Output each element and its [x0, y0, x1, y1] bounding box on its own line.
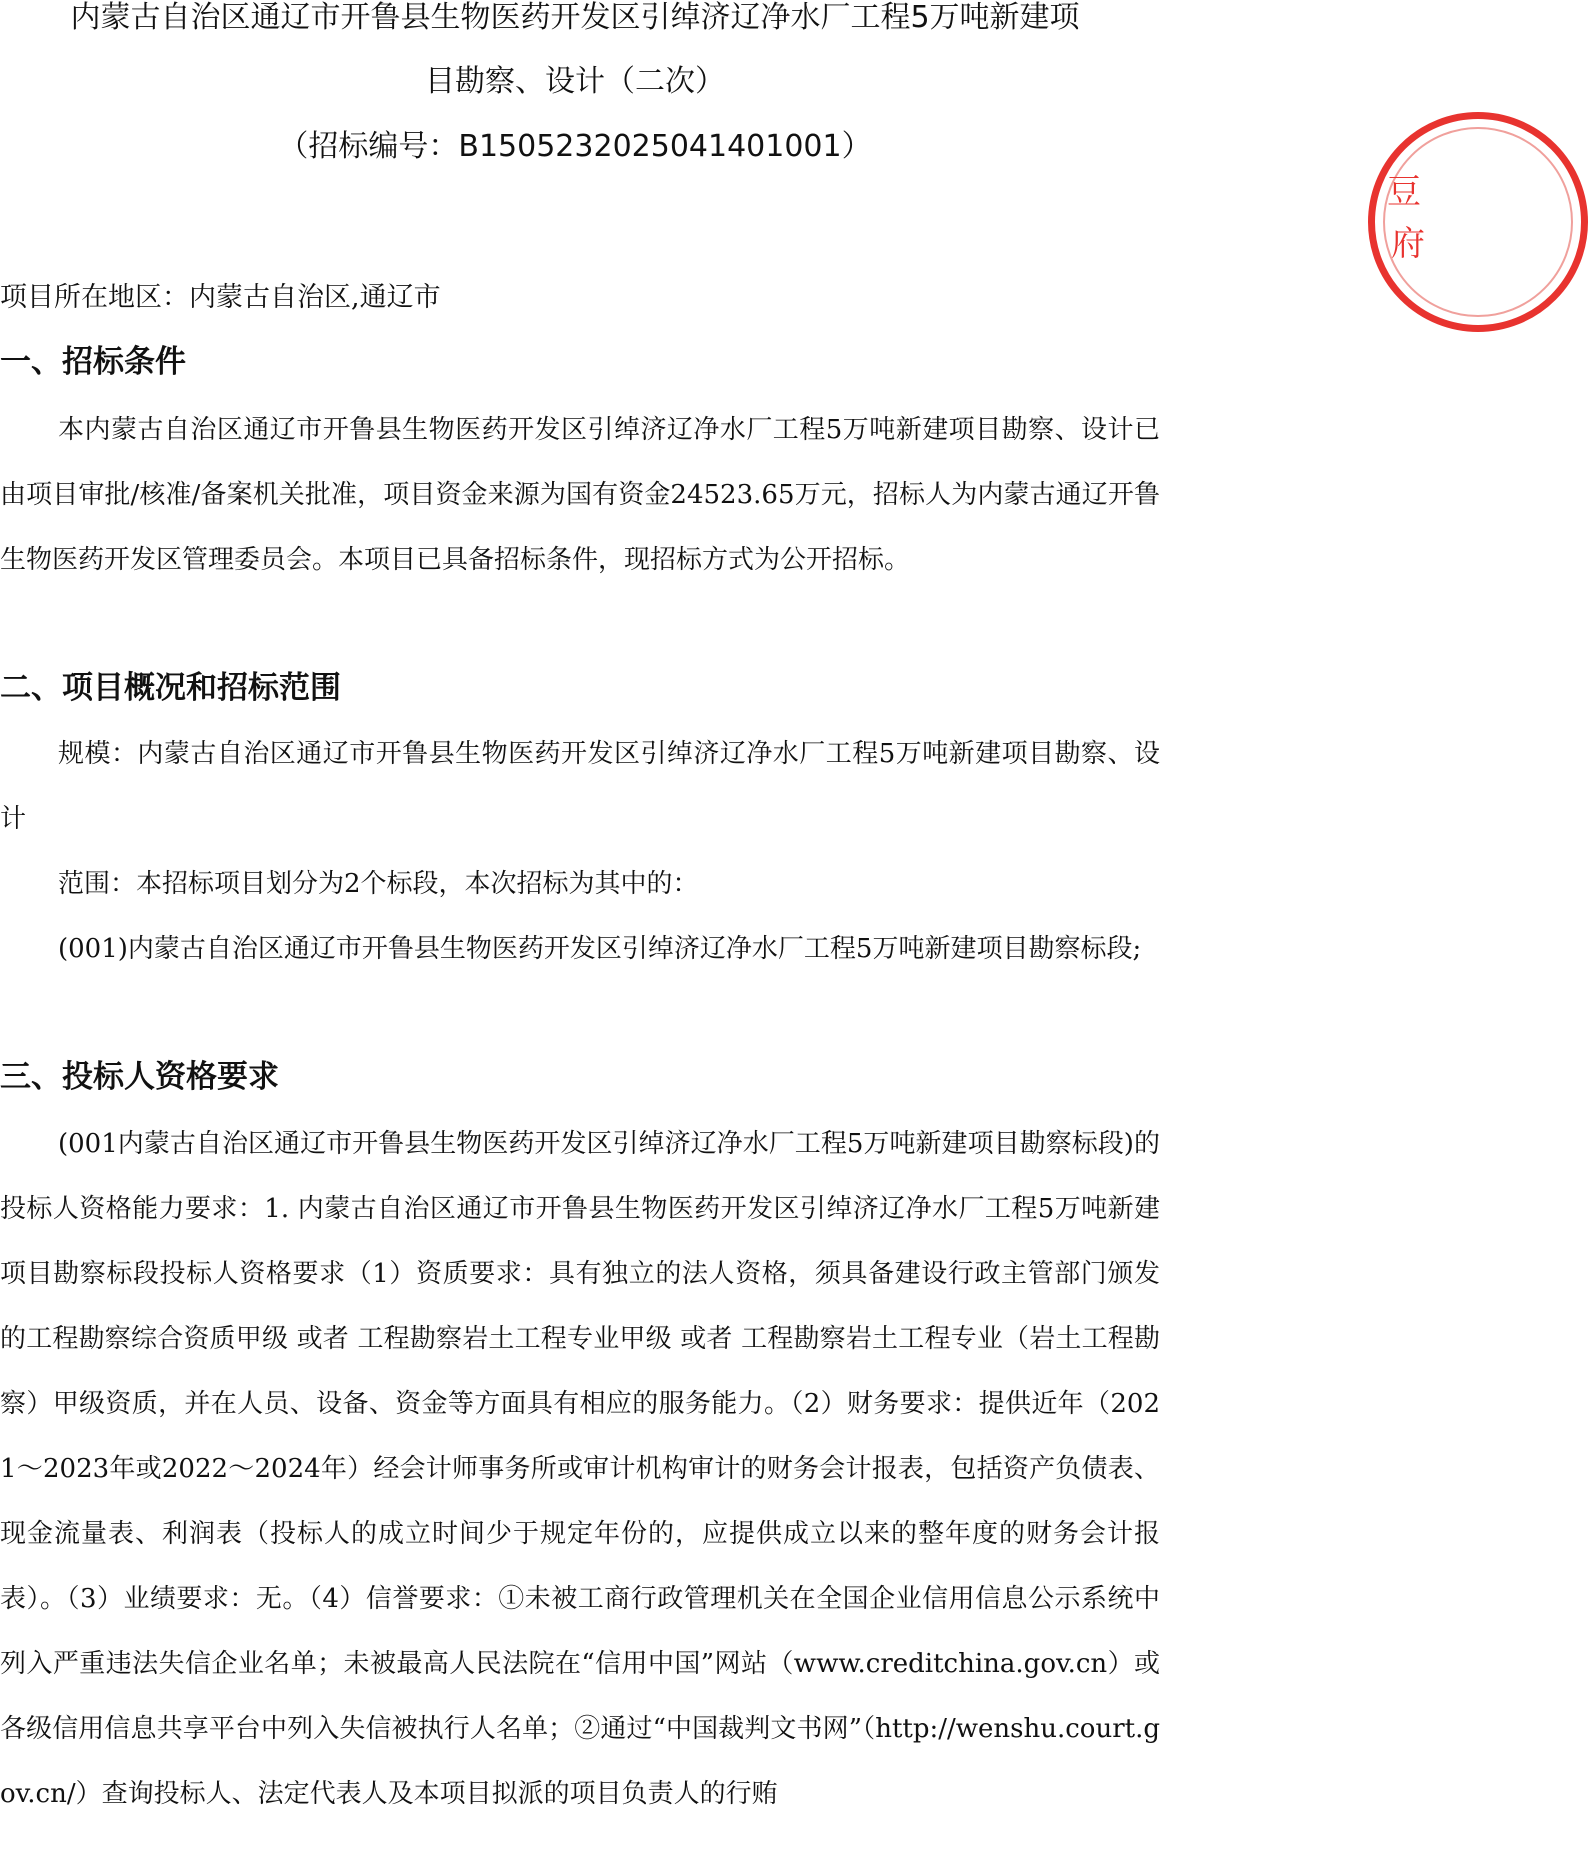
seal-glyph-bottom: 府 — [1391, 224, 1425, 264]
section-heading-project-overview: 二、项目概况和招标范围 — [0, 670, 341, 706]
tender-conditions-paragraph: 本内蒙古自治区通辽市开鲁县生物医药开发区引绰济辽净水厂工程5万吨新建项目勘察、设计已由项目审批/核准/备案机关批准，项目资金来源为国有资金24523.65万元，招标人为内蒙古通辽开鲁生物医药开发区管理委员会。本项目已具备招标条件，现招标方式为公开招标。 — [0, 415, 1160, 575]
project-region: 项目所在地区：内蒙古自治区,通辽市 — [0, 282, 441, 313]
official-seal-stamp — [1368, 112, 1588, 332]
tender-number: （招标编号：B1505232025041401001） — [278, 129, 872, 164]
document-title-line-2: 目勘察、设计（二次） — [425, 64, 725, 99]
project-scope-paragraph: 范围：本招标项目划分为2个标段，本次招标为其中的： — [58, 869, 699, 899]
project-scale-paragraph: 规模：内蒙古自治区通辽市开鲁县生物医药开发区引绰济辽净水厂工程5万吨新建项目勘察、设计 — [0, 739, 1160, 834]
seal-glyph-top: 豆 — [1387, 172, 1421, 212]
document-title-line-1: 内蒙古自治区通辽市开鲁县生物医药开发区引绰济辽净水厂工程5万吨新建项 — [70, 0, 1080, 35]
bidder-qualifications-paragraph: (001内蒙古自治区通辽市开鲁县生物医药开发区引绰济辽净水厂工程5万吨新建项目勘察标段)的投标人资格能力要求：1. 内蒙古自治区通辽市开鲁县生物医药开发区引绰济辽净水厂工程5万吨新建项目勘察标段投标人资格要求（1）资质要求：具有独立的法人资格，须具备建设行政主管部门颁发的工程勘察综合资质甲级 或者 工程勘察岩土工程专业甲级 或者 工程勘察岩土工程专业（岩土工程勘察）甲级资质，并在人员、设备、资金等方面具有相应的服务能力。（2）财务要求：提供近年（2021～2023年或2022～2024年）经会计师事务所或审计机构审计的财务会计报表，包括资产负债表、现金流量表、利润表（投标人的成立时间少于规定年份的，应提供成立以来的整年度的财务会计报表）。（3）业绩要求：无。（4）信誉要求：①未被工商行政管理机关在全国企业信用信息公示系统中列入严重违法失信企业名单；未被最高人民法院在“信用中国”网站（www.creditchina.gov.cn）或各级信用信息共享平台中列入失信被执行人名单；②通过“中国裁判文书网”（http://wenshu.court.gov.cn/）查询投标人、法定代表人及本项目拟派的项目负责人的行贿 — [0, 1129, 1160, 1809]
seal-inner-ring — [1383, 127, 1573, 317]
section-heading-bidder-qualifications: 三、投标人资格要求 — [0, 1059, 279, 1095]
section-heading-tender-conditions: 一、招标条件 — [0, 344, 186, 380]
project-lot-paragraph: (001)内蒙古自治区通辽市开鲁县生物医药开发区引绰济辽净水厂工程5万吨新建项目勘察标段; — [58, 934, 1142, 964]
